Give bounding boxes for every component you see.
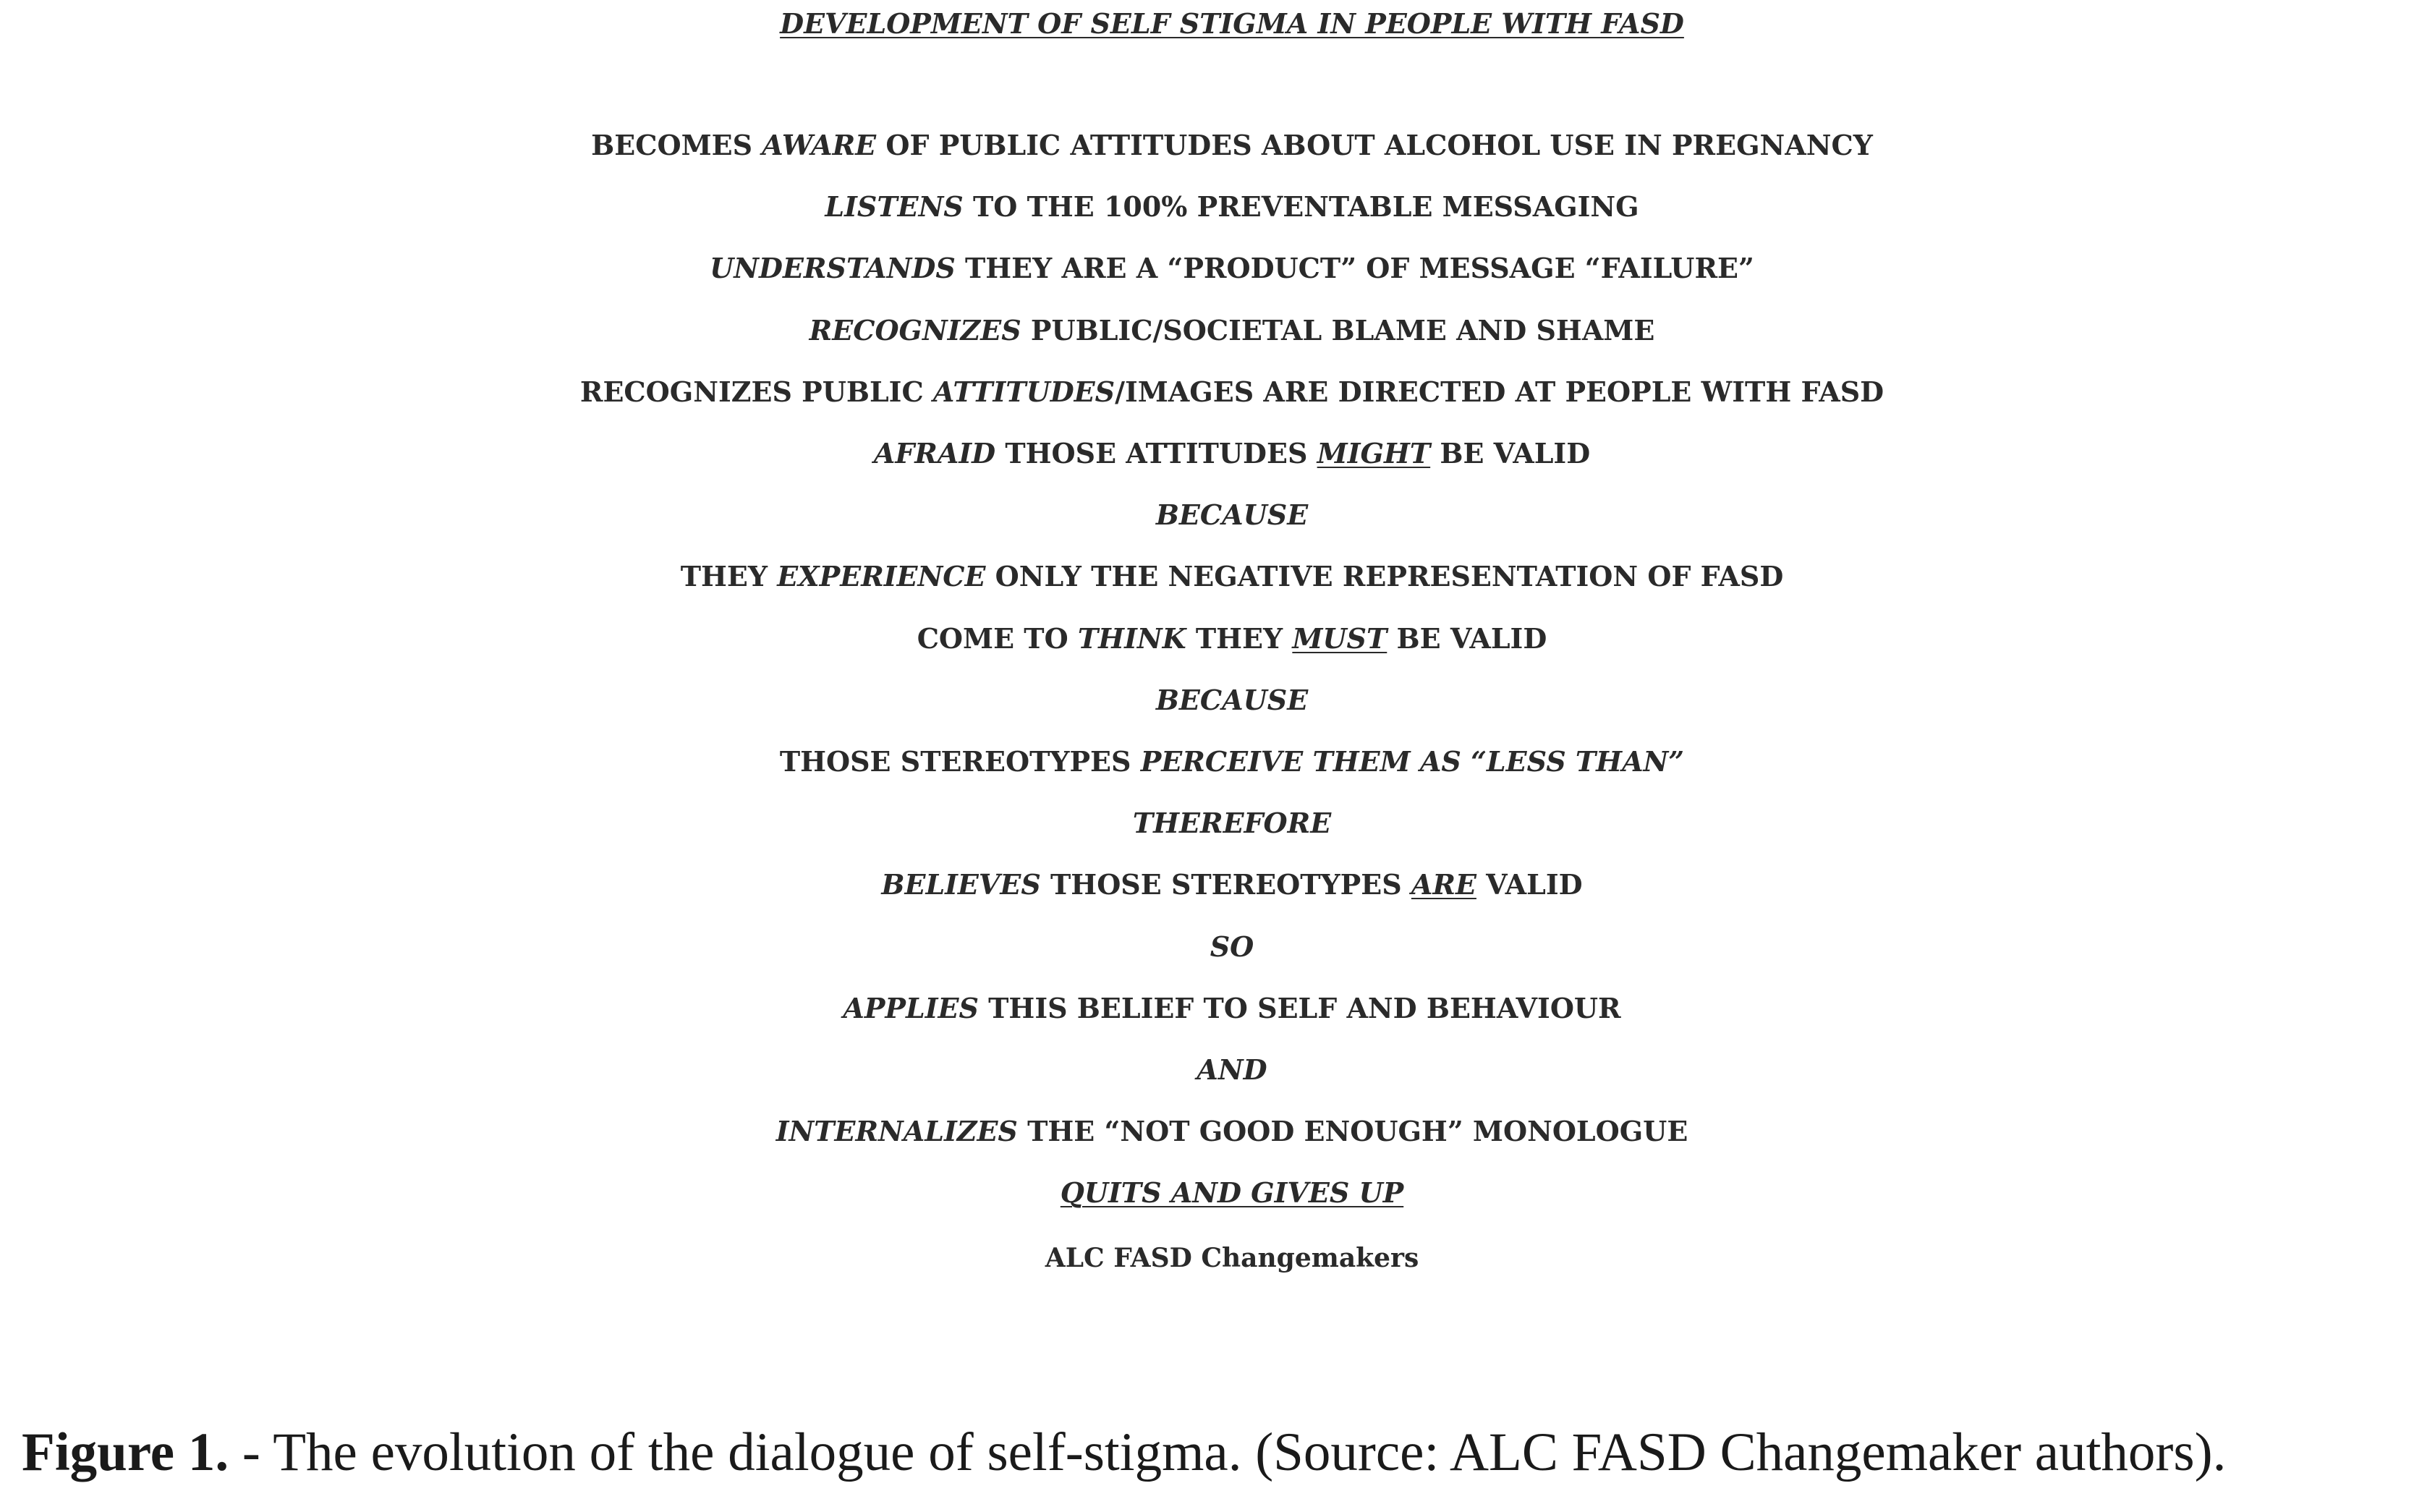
step-text: APPLIES (843, 991, 979, 1024)
step-text: UNDERSTANDS (710, 252, 956, 285)
step-text: INTERNALIZES (775, 1115, 1018, 1148)
step-text: BE VALID (1430, 437, 1591, 470)
step-text: THEY (680, 560, 778, 593)
step-line (0, 683, 2435, 716)
step-text: RECOGNIZES (809, 313, 1021, 347)
step-text: AFRAID (873, 437, 996, 470)
step-text: ARE (1411, 868, 1476, 901)
step-line (0, 868, 2435, 901)
step-line (0, 1115, 2435, 1148)
step-line (0, 807, 2435, 840)
step-line (0, 745, 2435, 778)
step-text: THEREFORE (1132, 807, 1332, 840)
step-line (0, 437, 2435, 470)
step-text: COME TO (917, 621, 1078, 655)
step-text: THIS BELIEF TO SELF AND BEHAVIOUR (978, 991, 1621, 1024)
step-text: OF PUBLIC ATTITUDES ABOUT ALCOHOL USE IN PREGNANCY (876, 129, 1873, 161)
step-text: EXPERIENCE (777, 560, 986, 593)
step-text: BECAUSE (1155, 498, 1309, 532)
step-text: THOSE STEREOTYPES (1040, 868, 1411, 901)
figure-title: DEVELOPMENT OF SELF STIGMA IN PEOPLE WITH FASD (780, 7, 1684, 40)
step-text: PERCEIVE THEM AS “LESS THAN” (1140, 745, 1685, 778)
step-line (0, 560, 2435, 593)
step-text: BELIEVES (881, 868, 1041, 901)
step-text: VALID (1476, 868, 1583, 901)
step-text: MIGHT (1317, 437, 1431, 470)
figure-caption (22, 1422, 2226, 1484)
step-text: THEY (1186, 621, 1293, 655)
caption-label: Figure 1. (22, 1422, 229, 1482)
step-text: AWARE (762, 129, 877, 161)
step-text: TO THE 100% PREVENTABLE MESSAGING (963, 190, 1639, 224)
step-line (0, 1053, 2435, 1086)
step-line (0, 1176, 2435, 1210)
step-text: THOSE ATTITUDES (995, 437, 1317, 470)
step-line (0, 930, 2435, 963)
step-text: MUST (1292, 621, 1388, 655)
step-line (0, 129, 2435, 161)
step-text: THOSE STEREOTYPES (779, 745, 1141, 778)
step-text: PUBLIC/SOCIETAL BLAME AND SHAME (1021, 313, 1655, 347)
step-text: BECAUSE (1155, 683, 1309, 716)
step-text: AND (1197, 1053, 1267, 1086)
step-text: THINK (1077, 621, 1186, 655)
step-text: RECOGNIZES PUBLIC (579, 375, 933, 408)
step-text: THE “NOT GOOD ENOUGH” MONOLOGUE (1017, 1115, 1688, 1148)
step-text: SO (1210, 930, 1254, 963)
step-line (0, 190, 2435, 224)
step-text: BE VALID (1387, 621, 1547, 655)
figure-credit: ALC FASD Changemakers (1045, 1243, 1419, 1273)
step-line (0, 621, 2435, 655)
step-text: THEY ARE A “PRODUCT” OF MESSAGE “FAILURE” (955, 252, 1754, 285)
step-line (0, 375, 2435, 408)
step-line (0, 991, 2435, 1024)
step-line (0, 252, 2435, 285)
step-text: QUITS AND GIVES UP (1060, 1176, 1404, 1210)
step-text: LISTENS (825, 190, 964, 224)
step-text: /IMAGES ARE DIRECTED AT PEOPLE WITH FASD (1115, 375, 1884, 408)
step-line (0, 313, 2435, 347)
step-line (0, 498, 2435, 532)
step-text: ATTITUDES (932, 375, 1115, 408)
step-text: ONLY THE NEGATIVE REPRESENTATION OF FASD (985, 560, 1784, 593)
caption-text: - The evolution of the dialogue of self-stigma. (Source: ALC FASD Changemaker authors). (229, 1422, 2227, 1482)
step-text: BECOMES (591, 129, 762, 161)
